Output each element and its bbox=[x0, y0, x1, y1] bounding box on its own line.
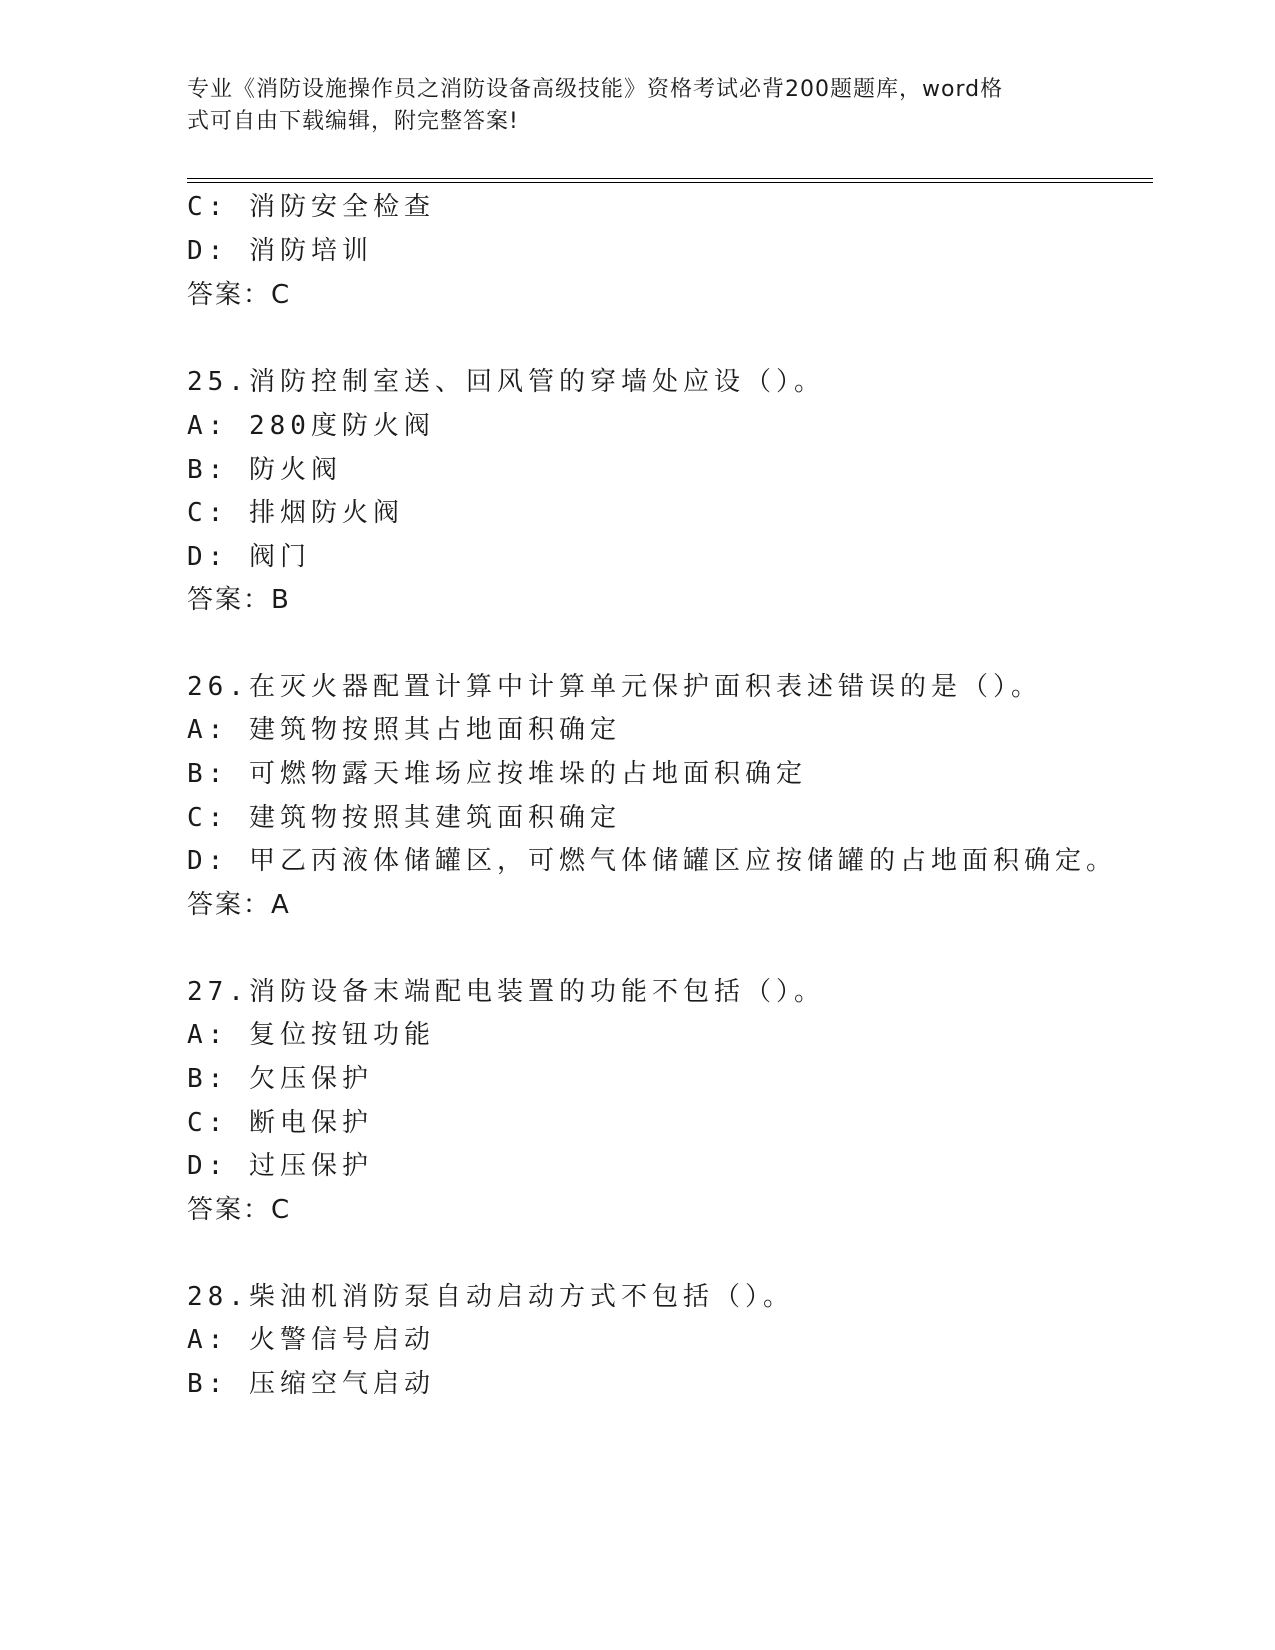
q27-question: 27.消防设备末端配电装置的功能不包括（）。 bbox=[187, 977, 825, 1007]
q26-answer: 答案：A bbox=[187, 890, 291, 920]
q24-option-c: C: 消防安全检查 bbox=[187, 192, 435, 222]
q28-option-b: B: 压缩空气启动 bbox=[187, 1369, 435, 1399]
header-divider-bottom bbox=[187, 182, 1153, 183]
q25-option-b: B: 防火阀 bbox=[187, 455, 342, 485]
q27-option-a: A: 复位按钮功能 bbox=[187, 1020, 435, 1050]
q27-option-d: D: 过压保护 bbox=[187, 1151, 373, 1181]
q25-question: 25.消防控制室送、回风管的穿墙处应设（）。 bbox=[187, 367, 825, 397]
q27-option-c: C: 断电保护 bbox=[187, 1108, 373, 1138]
q28-option-a: A: 火警信号启动 bbox=[187, 1325, 435, 1355]
q26-option-d: D: 甲乙丙液体储罐区，可燃气体储罐区应按储罐的占地面积确定。 bbox=[187, 846, 1117, 876]
document-header bbox=[187, 74, 1067, 138]
q24-answer: 答案：C bbox=[187, 280, 292, 310]
q25-option-d: D: 阀门 bbox=[187, 542, 311, 572]
q24-option-d: D: 消防培训 bbox=[187, 236, 373, 266]
q25-option-c: C: 排烟防火阀 bbox=[187, 498, 404, 528]
q26-option-a: A: 建筑物按照其占地面积确定 bbox=[187, 715, 621, 745]
q26-option-b: B: 可燃物露天堆场应按堆垛的占地面积确定 bbox=[187, 759, 807, 789]
q27-answer: 答案：C bbox=[187, 1195, 292, 1225]
header-line-1: 专业《消防设施操作员之消防设备高级技能》资格考试必背200题题库，word格 bbox=[187, 77, 1004, 102]
header-divider-top bbox=[187, 178, 1153, 179]
q26-question: 26.在灭火器配置计算中计算单元保护面积表述错误的是（）。 bbox=[187, 672, 1042, 702]
q26-option-c: C: 建筑物按照其建筑面积确定 bbox=[187, 803, 621, 833]
q28-question: 28.柴油机消防泵自动启动方式不包括（）。 bbox=[187, 1282, 794, 1312]
q25-option-a: A: 280度防火阀 bbox=[187, 411, 435, 441]
q25-answer: 答案：B bbox=[187, 585, 291, 615]
q27-option-b: B: 欠压保护 bbox=[187, 1064, 373, 1094]
header-line-2: 式可自由下载编辑，附完整答案! bbox=[187, 109, 519, 134]
